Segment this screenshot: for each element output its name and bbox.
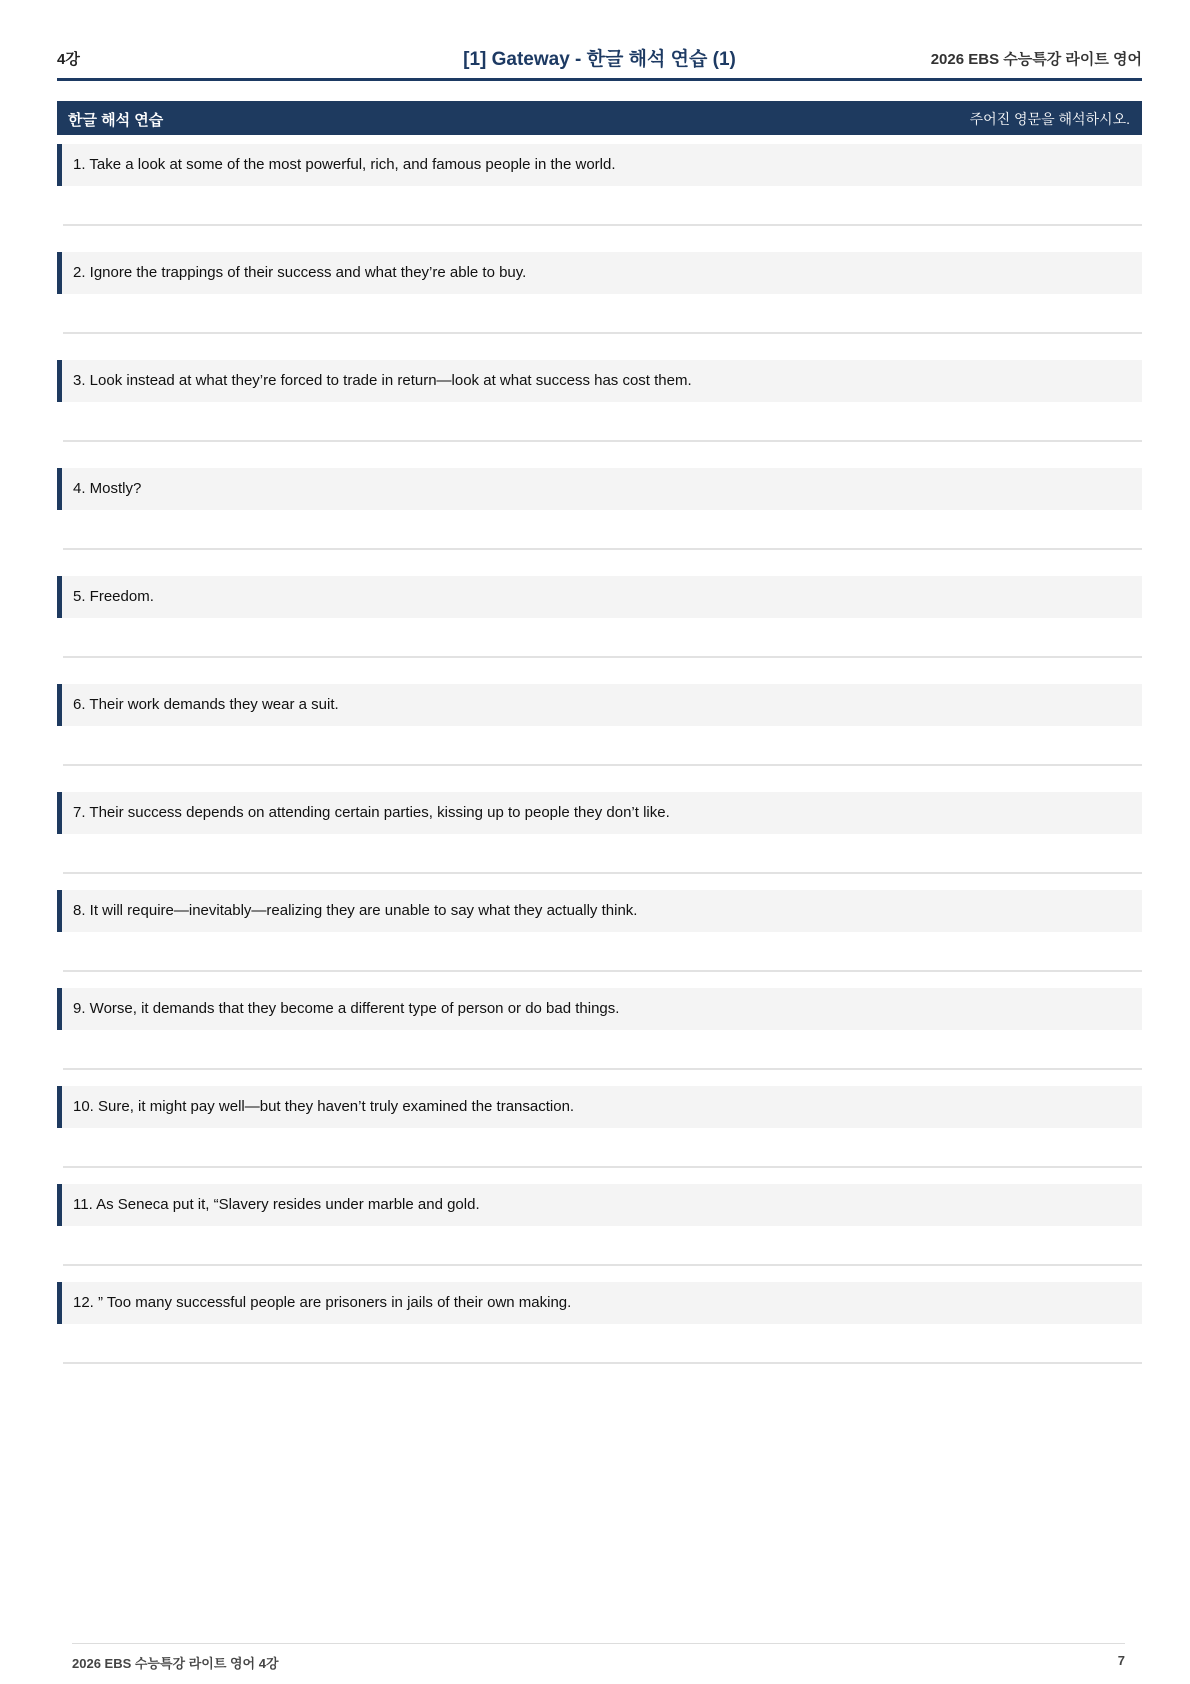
question-box [57, 144, 1142, 186]
question-box [57, 360, 1142, 402]
question-item [57, 1184, 1142, 1266]
question-text: 7. Their success depends on attending certain parties, kissing up to people they don’t like. [73, 804, 670, 821]
section-title: 한글 해석 연습 [68, 112, 164, 129]
question-item [57, 1282, 1142, 1364]
question-item [57, 988, 1142, 1070]
answer-line[interactable] [63, 186, 1142, 226]
question-box [57, 576, 1142, 618]
lesson-number: 4강 [57, 51, 80, 68]
page-header [57, 42, 1142, 80]
page-number: 7 [1117, 1653, 1125, 1668]
question-box [57, 1184, 1142, 1226]
question-text: 9. Worse, it demands that they become a different type of person or do bad things. [73, 1000, 620, 1017]
answer-line[interactable] [63, 618, 1142, 658]
answer-line[interactable] [63, 1030, 1142, 1070]
footer-label: 2026 EBS 수능특강 라이트 영어 4강 [72, 1656, 279, 1671]
question-text: 10. Sure, it might pay well—but they haven’t truly examined the transaction. [73, 1098, 575, 1115]
question-text: 6. Their work demands they wear a suit. [73, 696, 339, 713]
question-box [57, 468, 1142, 510]
question-text: 11. As Seneca put it, “Slavery resides under marble and gold. [73, 1196, 480, 1213]
book-title: 2026 EBS 수능특강 라이트 영어 [930, 51, 1142, 68]
section-bar [57, 101, 1142, 135]
question-item [57, 144, 1142, 226]
question-box [57, 252, 1142, 294]
question-box [57, 792, 1142, 834]
question-item [57, 468, 1142, 550]
question-item [57, 252, 1142, 334]
answer-line[interactable] [63, 1128, 1142, 1168]
answer-line[interactable] [63, 834, 1142, 874]
question-item [57, 792, 1142, 874]
page-title: [1] Gateway - 한글 해석 연습 (1) [463, 49, 736, 70]
question-list [57, 144, 1142, 1364]
question-box [57, 684, 1142, 726]
answer-line[interactable] [63, 1324, 1142, 1364]
footer-divider [72, 1643, 1125, 1644]
question-text: 8. It will require—inevitably—realizing they are unable to say what they actually think. [73, 902, 638, 919]
section-instruction: 주어진 영문을 해석하시오. [969, 111, 1130, 127]
answer-line[interactable] [63, 402, 1142, 442]
question-box [57, 890, 1142, 932]
question-item [57, 890, 1142, 972]
question-text: 4. Mostly? [73, 480, 142, 497]
question-item [57, 684, 1142, 766]
question-text: 12. ” Too many successful people are prisoners in jails of their own making. [73, 1294, 572, 1311]
answer-line[interactable] [63, 294, 1142, 334]
question-box [57, 1086, 1142, 1128]
question-box [57, 1282, 1142, 1324]
question-item [57, 360, 1142, 442]
answer-line[interactable] [63, 1226, 1142, 1266]
question-box [57, 988, 1142, 1030]
answer-line[interactable] [63, 510, 1142, 550]
answer-line[interactable] [63, 726, 1142, 766]
question-item [57, 576, 1142, 658]
question-text: 2. Ignore the trappings of their success and what they’re able to buy. [73, 264, 527, 281]
question-text: 3. Look instead at what they’re forced to trade in return—look at what success has cost them. [73, 372, 692, 389]
question-text: 5. Freedom. [73, 588, 154, 605]
question-text: 1. Take a look at some of the most powerful, rich, and famous people in the world. [73, 156, 616, 173]
answer-line[interactable] [63, 932, 1142, 972]
header-divider [57, 78, 1142, 81]
question-item [57, 1086, 1142, 1168]
